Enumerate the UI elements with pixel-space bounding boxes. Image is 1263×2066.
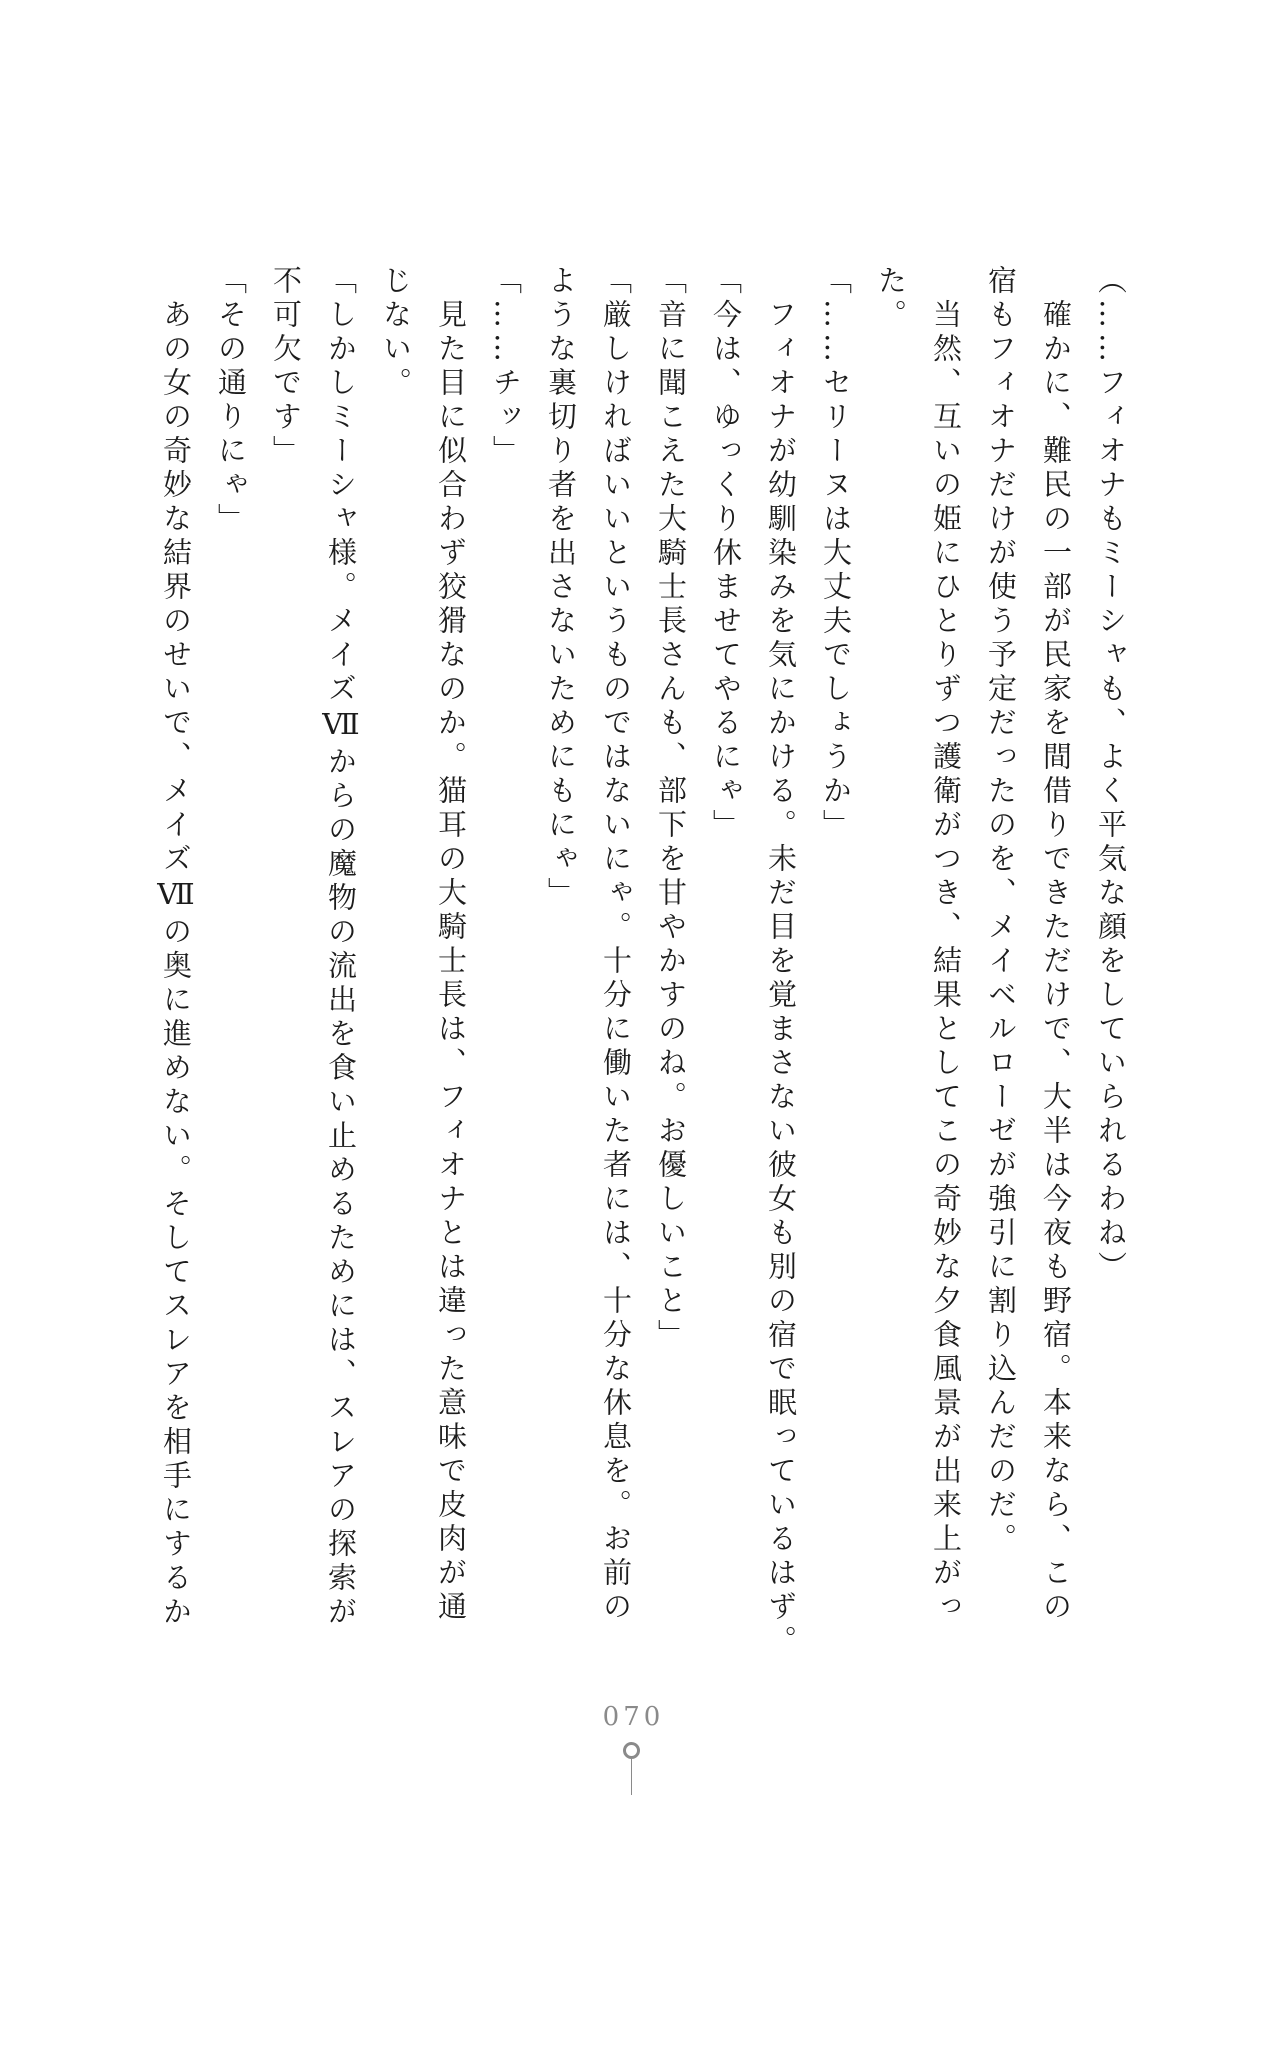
text-column: 「しかしミーシャ様。メイズⅦからの魔物の流出を食い止めるためには、スレアの探索が (324, 265, 358, 1630)
text-column: 「厳しければいいというものではないにゃ。十分に働いた者には、十分な休息を。お前の (599, 265, 633, 1625)
text-column: （……フィオナもミーシャも、よく平気な顔をしていられるわね） (1094, 265, 1128, 1285)
pin-circle (623, 1742, 640, 1759)
text-column: 「音に聞こえた大騎士長さんも、部下を甘やかすのね。お優しいこと」 (654, 265, 688, 1353)
text-column: ような裏切り者を出さないためにもにゃ」 (544, 265, 578, 911)
text-column: 当然、互いの姫にひとりずつ護衛がつき、結果としてこの奇妙な夕食風景が出来上がっ (929, 299, 963, 1625)
text-column: 「その通りにゃ」 (214, 265, 248, 537)
page-number: 070 (602, 1702, 665, 1732)
pin-stem (631, 1759, 632, 1795)
text-column: 不可欠です」 (269, 265, 303, 469)
page-footer (0, 1702, 1263, 1795)
text-column: 確かに、難民の一部が民家を間借りできただけで、大半は今夜も野宿。本来なら、この (1039, 299, 1073, 1625)
text-column: フィオナが幼馴染みを気にかける。未だ目を覚まさない彼女も別の宿で眠っているはず。 (764, 299, 798, 1659)
text-column: 「……セリーヌは大丈夫でしょうか」 (819, 265, 853, 843)
pin-ornament-icon (0, 1742, 1263, 1795)
text-column: 宿もフィオナだけが使う予定だったのを、メイベルローゼが強引に割り込んだのだ。 (984, 265, 1018, 1557)
text-column: た。 (874, 265, 908, 333)
text-column: 見た目に似合わず狡猾なのか。猫耳の大騎士長は、フィオナとは違った意味で皮肉が通 (434, 299, 468, 1625)
text-column: じない。 (379, 265, 413, 401)
text-column: 「今は、ゆっくり休ませてやるにゃ」 (709, 265, 743, 843)
text-column: 「……チッ」 (489, 265, 523, 469)
text-column: あの女の奇妙な結界のせいで、メイズⅦの奥に進めない。そしてスレアを相手にするか (159, 299, 193, 1630)
text-block (148, 265, 1138, 1659)
